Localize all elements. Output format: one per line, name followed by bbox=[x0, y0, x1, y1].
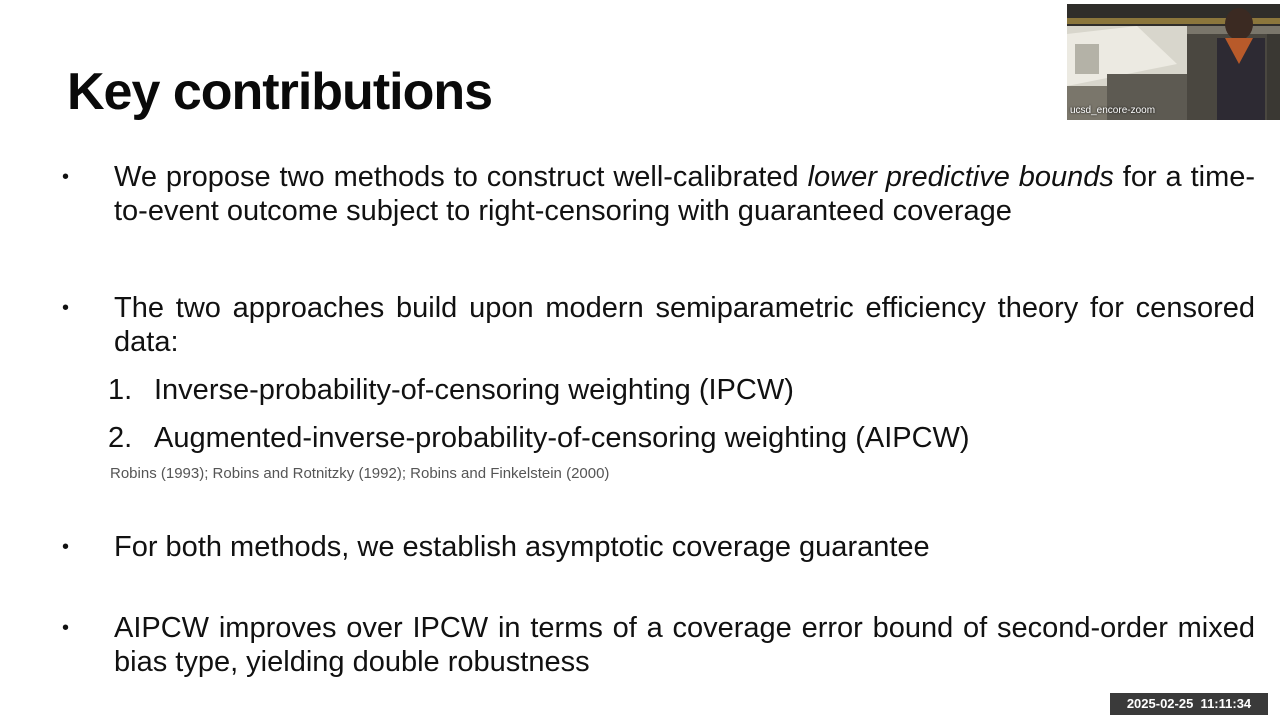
timestamp-text: 2025-02-25 11:11:34 bbox=[1126, 696, 1252, 711]
bullet-item-2: The two approaches build upon modern semiparametric efficiency theory for censored data: bbox=[114, 292, 1255, 358]
method-item-2 bbox=[108, 421, 970, 455]
webcam-video-thumbnail[interactable] bbox=[1067, 4, 1280, 120]
bullet-marker: • bbox=[62, 617, 70, 639]
bullet-item-1 bbox=[114, 160, 1255, 228]
bullet-marker: • bbox=[62, 297, 70, 319]
method-label: Inverse-probability-of-censoring weighting (IPCW) bbox=[154, 374, 794, 406]
bullet-1-emphasis: lower predictive bounds bbox=[807, 161, 1114, 193]
method-item-1 bbox=[108, 373, 794, 407]
recording-timestamp bbox=[1110, 693, 1268, 715]
bullet-marker: • bbox=[62, 166, 70, 188]
bullet-marker: • bbox=[62, 536, 70, 558]
webcam-participant-name: ucsd_encore-zoom bbox=[1070, 105, 1156, 116]
slide-title: Key contributions bbox=[67, 63, 493, 121]
webcam-scene-image bbox=[1067, 4, 1280, 120]
bullet-1-text-post: for a time-to-event outcome subject to right-censoring with guaranteed coverage bbox=[114, 161, 1256, 227]
method-number: 2. bbox=[108, 422, 133, 454]
method-label: Augmented-inverse-probability-of-censoring weighting (AIPCW) bbox=[154, 422, 970, 454]
bullet-item-3: For both methods, we establish asymptotic coverage guarantee bbox=[114, 531, 930, 563]
bullet-1-text-pre: We propose two methods to construct well-calibrated bbox=[114, 161, 808, 193]
method-number: 1. bbox=[108, 374, 133, 406]
references-citation: Robins (1993); Robins and Rotnitzky (1992); Robins and Finkelstein (2000) bbox=[110, 465, 610, 482]
bullet-item-4: AIPCW improves over IPCW in terms of a coverage error bound of second-order mixed bias type, yielding double robustness bbox=[114, 612, 1255, 678]
